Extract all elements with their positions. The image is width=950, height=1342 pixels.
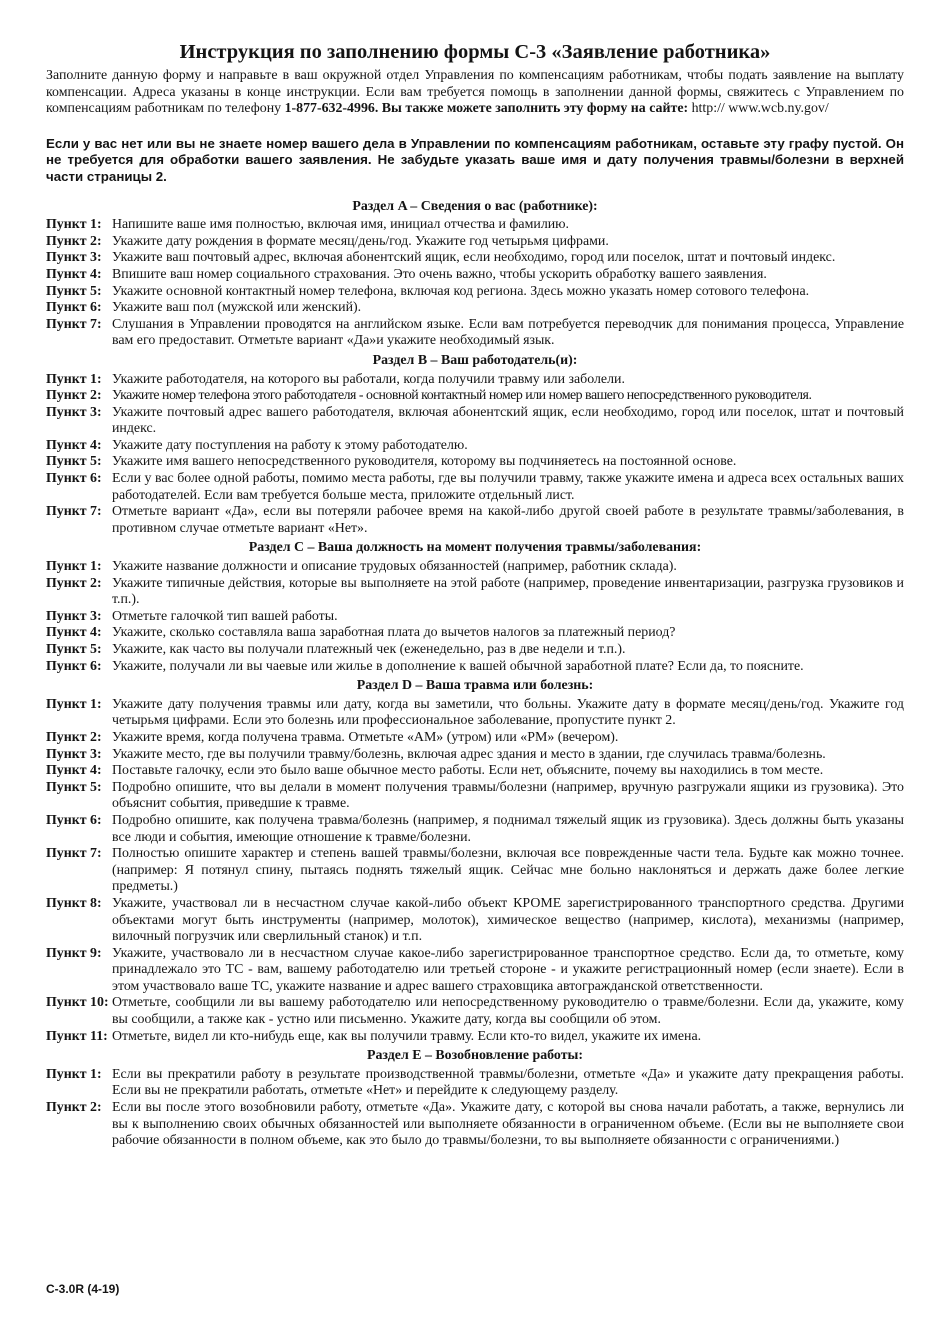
section-heading-c: Раздел C – Ваша должность на момент получения травмы/заболевания: (248, 540, 702, 556)
item-text: Укажите дату получения травмы или дату, когда вы заметили, что больны. Укажите дату в формате месяц/день/год. Укажите год четырьмя цифрами. Если это болезнь или профессиональное заболевание, пропустите пункт 2. (112, 696, 904, 729)
case-number-notice: Если у вас нет или вы не знаете номер вашего дела в Управлении по компенсациям работникам, оставьте эту графу пустой. Он не требуется для обработки вашего заявления. Не забудьте указать ваше имя и дату получения травмы/болезни в верхней части страницы 2. (46, 135, 904, 184)
instruction-item (46, 1100, 904, 1150)
item-label: Пункт 6: (46, 812, 102, 828)
item-text: Укажите дату поступления на работу к этому работодателю. (112, 437, 468, 453)
item-text: Отметьте галочкой тип вашей работы. (112, 608, 338, 624)
item-label: Пункт 5: (46, 642, 102, 657)
instruction-item (46, 813, 904, 846)
item-text: Поставьте галочку, если это было ваше обычное место работы. Если нет, объясните, почему вы находились в том месте. (112, 763, 824, 779)
instruction-item (46, 995, 904, 1028)
item-text: Укажите, как часто вы получали платежный чек (еженедельно, раз в две недели и т.п.). (112, 642, 626, 657)
website-link[interactable]: http:// www.wcb.ny.gov/ (688, 101, 829, 117)
sections-container (46, 199, 904, 1150)
item-text: Слушания в Управлении проводятся на английском языке. Если вам потребуется переводчик для понимания процесса, Управление вам его предоставит. Отметьте вариант «Да»и укажите необходимый язык. (112, 316, 904, 349)
instruction-item (46, 372, 904, 389)
instruction-item (46, 317, 904, 350)
item-text: Укажите основной контактный номер телефона, включая код региона. Здесь можно указать номер сотового телефона. (112, 283, 810, 299)
item-text: Укажите, получали ли вы чаевые или жилье в дополнение к вашей обычной заработной плате? Если да, то поясните. (112, 658, 804, 674)
online-text: Вы также можете заполнить эту форму на сайте: (378, 101, 689, 117)
instruction-item (46, 659, 904, 676)
item-label: Пункт 6: (46, 471, 102, 487)
item-text: Отметьте вариант «Да», если вы потеряли рабочее время на какой-либо другой своей работе в результате травмы/заболевания, в противном случае отметьте вариант «Нет». (112, 504, 904, 536)
instruction-item (46, 559, 904, 576)
item-label: Пункт 7: (46, 504, 102, 520)
item-label: Пункт 3: (46, 608, 102, 624)
item-label: Пункт 5: (46, 779, 102, 795)
item-text: Отметьте, сообщили ли вы вашему работодателю или непосредственному руководителю о травме/болезни. Если да, укажите, кому вы сообщили, а также как - устно или письменно. Укажите дату, когда вы сообщили об этом. (112, 995, 904, 1028)
item-text: Если вы прекратили работу в результате производственной травмы/болезни, отметьте «Да» и укажите дату прекращения работы. Если вы не прекратили работать, отметьте «Нет» и перейдите к следующему разделу. (112, 1066, 904, 1099)
item-text: Напишите ваше имя полностью, включая имя, инициал отчества и фамилию. (112, 217, 570, 233)
item-label: Пункт 4: (46, 763, 102, 779)
item-label: Пункт 6: (46, 300, 102, 316)
item-text: Укажите дату рождения в формате месяц/день/год. Укажите год четырьмя цифрами. (112, 233, 609, 249)
intro-paragraph (46, 68, 904, 118)
instruction-item (46, 388, 904, 405)
item-label: Пункт 3: (46, 746, 102, 762)
instruction-item (46, 1067, 904, 1100)
form-code: C-3.0R (4-19) (46, 1282, 120, 1296)
instruction-item (46, 438, 904, 455)
section-heading-d: Раздел D – Ваша травма или болезнь: (356, 678, 594, 694)
item-label: Пункт 2: (46, 575, 102, 591)
item-text: Укажите работодателя, на которого вы работали, когда получили травму или заболели. (112, 371, 625, 387)
instruction-item (46, 250, 904, 267)
item-text: Подробно опишите, что вы делали в момент получения травмы/болезни (например, вручную разгружали ящики из грузовика). Это объяснит события, приведшие к травме. (112, 779, 904, 812)
item-label: Пункт 10: (46, 995, 109, 1011)
item-label: Пункт 9: (46, 945, 102, 961)
instruction-item (46, 217, 904, 234)
item-label: Пункт 7: (46, 846, 102, 862)
item-text: Укажите номер телефона этого работодателя - основной контактный номер или номер вашего непосредственного руководителя. (112, 388, 812, 404)
item-label: Пункт 6: (46, 658, 102, 674)
section-heading-e: Раздел E – Возобновление работы: (367, 1048, 583, 1064)
item-label: Пункт 2: (46, 233, 102, 249)
phone-number: 1-877-632-4996. (284, 101, 379, 117)
item-text: Если вы после этого возобновили работу, отметьте «Да». Укажите дату, с которой вы снова начали работать, а также, вернулись ли вы к выполнению своих обычных обязанностей или выполняете обязанности в ограниченном объеме. (Если вы не выполняете свои рабочие обязанности в полном объеме, как это было до травмы/болезни, то вы выполняете обязанности с ограничениями.) (112, 1100, 904, 1149)
item-label: Пункт 7: (46, 316, 102, 332)
item-label: Пункт 4: (46, 625, 102, 641)
item-label: Пункт 1: (46, 559, 102, 575)
item-label: Пункт 1: (46, 371, 102, 387)
item-label: Пункт 3: (46, 404, 102, 420)
item-label: Пункт 5: (46, 454, 102, 470)
instruction-item (46, 284, 904, 301)
instruction-item (46, 730, 904, 747)
instruction-item (46, 405, 904, 438)
item-text: Укажите название должности и описание трудовых обязанностей (например, работник склада). (112, 559, 677, 575)
instruction-item (46, 1029, 904, 1046)
item-label: Пункт 2: (46, 729, 102, 745)
item-text: Полностью опишите характер и степень вашей травмы/болезни, включая все поврежденные части тела. Будьте как можно точнее. (например: Я потянул спину, пытаясь поднять тяжелый ящик. Сейчас мне больно наклоняться и держать даже более легкие предметы.) (112, 846, 904, 895)
instruction-item (46, 267, 904, 284)
item-text: Подробно опишите, как получена травма/болезнь (например, я поднимал тяжелый ящик из грузовика). Здесь должны быть указаны все люди и события, имеющие отношение к травме/болезни. (112, 812, 904, 845)
item-text: Укажите, участвовал ли в несчастном случае какой-либо объект КРОМЕ зарегистрированного транспортного средства. Другими объектами могут быть инструменты (например, молоток), химическое вещество (например, кислота), механизмы (например, вилочный погрузчик или сверлильный станок) и т.п. (112, 895, 904, 945)
instruction-item (46, 300, 904, 317)
instruction-item (46, 896, 904, 946)
instruction-item (46, 747, 904, 764)
item-text: Укажите почтовый адрес вашего работодателя, включая абонентский ящик, если необходимо, город или поселок, штат и почтовый индекс. (112, 404, 904, 437)
item-label: Пункт 4: (46, 437, 102, 453)
item-label: Пункт 5: (46, 283, 102, 299)
item-text: Укажите ваш пол (мужской или женский). (112, 300, 362, 316)
item-text: Укажите место, где вы получили травму/болезнь, включая адрес здания и место в здании, где случилась травма/болезнь. (112, 746, 826, 762)
item-text: Впишите ваш номер социального страхования. Это очень важно, чтобы ускорить обработку вашего заявления. (112, 266, 767, 282)
item-text: Укажите типичные действия, которые вы выполняете на этой работе (например, проведение инвентаризации, разгрузка грузовиков и т.п.). (112, 575, 904, 608)
item-text: Укажите, участвовало ли в несчастном случае какое-либо зарегистрированное транспортное средство. Если да, то отметьте, кому принадлежало это ТС - вам, вашему работодателю или третьей стороне - и укажите регистрационный номер (если знаете). Если в этом участвовало ваше ТС, укажите название и адрес вашего страховщика автогражданской ответственности. (112, 945, 904, 994)
instruction-item (46, 576, 904, 609)
instruction-item (46, 846, 904, 896)
item-text: Укажите время, когда получена травма. Отметьте «AM» (утром) или «PM» (вечером). (112, 729, 619, 745)
instruction-item (46, 763, 904, 780)
item-label: Пункт 2: (46, 1100, 102, 1116)
instruction-item (46, 697, 904, 730)
instruction-item (46, 780, 904, 813)
item-text: Отметьте, видел ли кто-нибудь еще, как вы получили травму. Если кто-то видел, укажите их имена. (112, 1028, 702, 1044)
instruction-item (46, 504, 904, 537)
intro-text: Заполните данную форму и направьте в ваш окружной отдел Управления по компенсациям работникам, чтобы подать заявление на выплату компенсации. Адреса указаны в конце инструкции. Если вам требуется помощь в заполнении данной формы, свяжитесь с Управлением по компенсациям работникам по телефону (46, 68, 904, 117)
instruction-item (46, 946, 904, 996)
item-text: Укажите имя вашего непосредственного руководителя, которому вы подчиняетесь на постоянной основе. (112, 454, 737, 470)
instruction-item (46, 234, 904, 251)
item-text: Укажите, сколько составляла ваша заработная плата до вычетов налогов за платежный период? (112, 625, 676, 641)
instruction-item (46, 454, 904, 471)
item-label: Пункт 11: (46, 1028, 108, 1044)
item-label: Пункт 1: (46, 217, 102, 233)
item-label: Пункт 1: (46, 1066, 102, 1082)
document-title: Инструкция по заполнению формы С-3 «Заявление работника» (179, 41, 771, 63)
item-label: Пункт 1: (46, 696, 102, 712)
instruction-item (46, 625, 904, 642)
item-text: Если у вас более одной работы, помимо места работы, где вы получили травму, также укажите имена и адреса всех остальных ваших работодателей. Если вам требуется больше места, приложите отдельный лист. (112, 471, 904, 503)
item-label: Пункт 8: (46, 895, 102, 911)
item-label: Пункт 4: (46, 266, 102, 282)
item-label: Пункт 3: (46, 250, 102, 266)
item-label: Пункт 2: (46, 388, 102, 404)
instruction-item (46, 642, 904, 659)
section-heading-b: Раздел B – Ваш работодатель(и): (372, 352, 578, 368)
section-heading-a: Раздел A – Сведения о вас (работнике): (352, 198, 598, 214)
instruction-item (46, 471, 904, 504)
instruction-item (46, 609, 904, 626)
item-text: Укажите ваш почтовый адрес, включая абонентский ящик, если необходимо, город или поселок, штат и почтовый индекс. (112, 250, 836, 266)
